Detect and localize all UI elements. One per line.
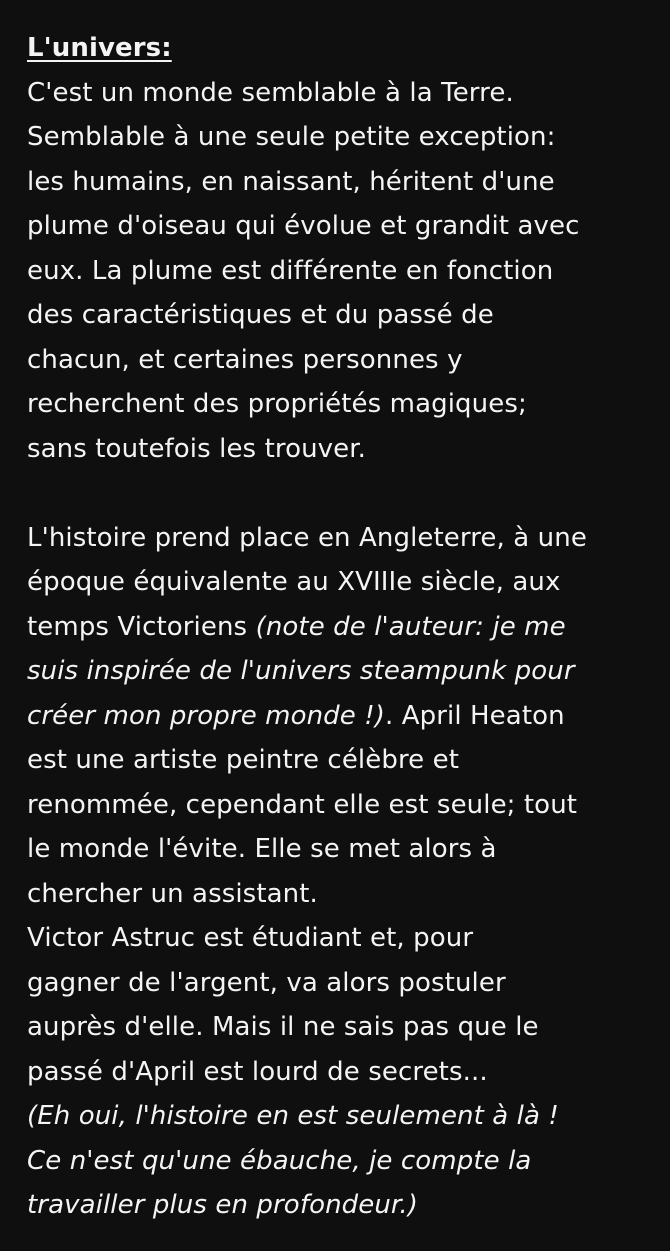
text-line: Semblable à une seule petite exception: (27, 122, 556, 152)
text-line: le monde l'évite. Elle se met alors à (27, 834, 497, 864)
closing-note-line: travailler plus en profondeur.) (27, 1190, 418, 1220)
text-line: gagner de l'argent, va alors postuler (27, 967, 506, 998)
text-line: recherchent des propriétés magiques; (27, 389, 527, 419)
text-line: chercher un assistant. (27, 878, 318, 909)
text-line: sans toutefois les trouver. (27, 433, 367, 464)
document-body (27, 26, 647, 1228)
text-line: auprès d'elle. Mais il ne sais pas que le (27, 1012, 539, 1042)
text-line: passé d'April est lourd de secrets... (27, 1056, 488, 1087)
text-line: L'histoire prend place en Angleterre, à une (27, 522, 587, 553)
text-segment: temps Victoriens (27, 611, 256, 642)
text-line: chacun, et certaines personnes y (27, 344, 463, 375)
closing-note-line: (Eh oui, l'histoire en est seulement à là ! (27, 1101, 559, 1131)
author-note: créer mon propre monde !) (27, 700, 386, 731)
closing-note-line: Ce n'est qu'une ébauche, je compte la (27, 1145, 532, 1176)
paragraph-gap (27, 471, 647, 516)
text-line: renommée, cependant elle est seule; tout (27, 789, 578, 820)
text-line: C'est un monde semblable à la Terre. (27, 77, 514, 108)
text-line (27, 694, 647, 739)
text-line: plume d'oiseau qui évolue et grandit avec (27, 211, 580, 241)
text-line: les humains, en naissant, héritent d'une (27, 166, 555, 197)
author-note: (note de l'auteur: je me (255, 611, 566, 642)
text-line: époque équivalente au XVIIIe siècle, aux (27, 567, 561, 597)
text-segment: . April Heaton (385, 700, 565, 731)
text-line: eux. La plume est différente en fonction (27, 255, 554, 286)
section-heading: L'univers: (27, 33, 172, 63)
text-line: des caractéristiques et du passé de (27, 300, 494, 330)
author-note-line: suis inspirée de l'univers steampunk pour (27, 656, 575, 686)
text-line (27, 605, 647, 650)
text-line: est une artiste peintre célèbre et (27, 745, 460, 775)
text-line: Victor Astruc est étudiant et, pour (27, 923, 474, 953)
